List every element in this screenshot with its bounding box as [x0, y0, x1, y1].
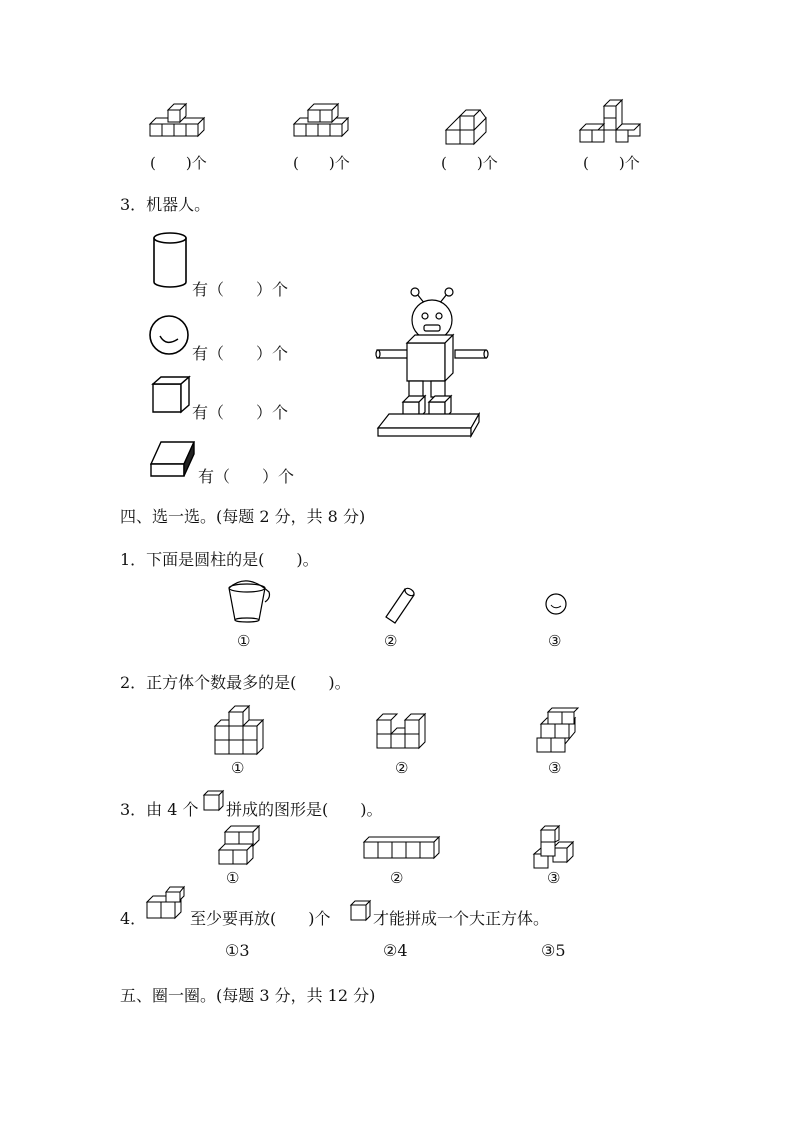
cube-stack-figure-2 — [294, 104, 354, 144]
section-5-title: 五、圈一圈。(每题 3 分，共 12 分) — [120, 986, 376, 1005]
q2-figure-2 — [376, 712, 430, 752]
robot-question-heading: 3．机器人。 — [120, 195, 211, 214]
q1-option-2: ② — [384, 632, 398, 650]
cuboid-icon — [148, 438, 198, 482]
q4-option-1: ①3 — [225, 941, 250, 960]
inline-cube-icon-2 — [350, 900, 372, 922]
q2-option-3: ③ — [548, 759, 562, 777]
cube-icon — [152, 376, 192, 416]
robot-cylinder-count-label: 有（ ）个 — [192, 280, 289, 299]
q4-stem-part-a: 至少要再放( )个 — [190, 909, 331, 928]
q2-option-2: ② — [395, 759, 409, 777]
q2-figure-3 — [536, 708, 582, 754]
q1-option-3: ③ — [548, 632, 562, 650]
q3-stem-part-a: 3．由 4 个 — [120, 800, 199, 819]
robot-sphere-count-label: 有（ ）个 — [192, 344, 289, 363]
count-label-3: ( )个 — [441, 154, 498, 172]
q1-stem: 1．下面是圆柱的是( )。 — [120, 550, 319, 569]
cube-stack-figure-1 — [150, 104, 210, 144]
q3-figure-1 — [218, 822, 264, 868]
q4-cube-stack-figure — [146, 886, 190, 926]
q2-figure-1 — [214, 704, 268, 758]
q2-option-1: ① — [231, 759, 245, 777]
section-4-title: 四、选一选。(每题 2 分，共 8 分) — [120, 507, 366, 526]
q2-stem: 2．正方体个数最多的是( )。 — [120, 673, 351, 692]
q4-number: 4． — [120, 909, 147, 928]
robot-figure — [375, 286, 490, 438]
q3-figure-2 — [363, 836, 443, 862]
cube-stack-figure-4 — [580, 104, 644, 148]
rod-cylinder-icon — [383, 583, 419, 625]
sphere-icon — [148, 314, 192, 358]
count-label-4: ( )个 — [583, 154, 640, 172]
inline-cube-icon — [203, 790, 225, 812]
cylinder-icon — [152, 232, 188, 292]
q3-option-1: ① — [226, 869, 240, 887]
q4-option-2: ②4 — [383, 941, 408, 960]
q3-stem-part-b: 拼成的图形是( )。 — [226, 800, 383, 819]
q3-figure-3 — [533, 826, 579, 872]
robot-cuboid-count-label: 有（ ）个 — [198, 467, 295, 486]
q3-option-3: ③ — [547, 869, 561, 887]
robot-cube-count-label: 有（ ）个 — [192, 403, 289, 422]
bucket-icon — [225, 580, 273, 624]
q4-option-3: ③5 — [541, 941, 566, 960]
q4-stem-part-b: 才能拼成一个大正方体。 — [373, 909, 550, 928]
q1-option-1: ① — [237, 632, 251, 650]
q3-option-2: ② — [390, 869, 404, 887]
count-label-2: ( )个 — [293, 154, 350, 172]
small-sphere-icon — [544, 592, 568, 616]
cube-stack-figure-3 — [446, 104, 496, 148]
count-label-1: ( )个 — [150, 154, 207, 172]
